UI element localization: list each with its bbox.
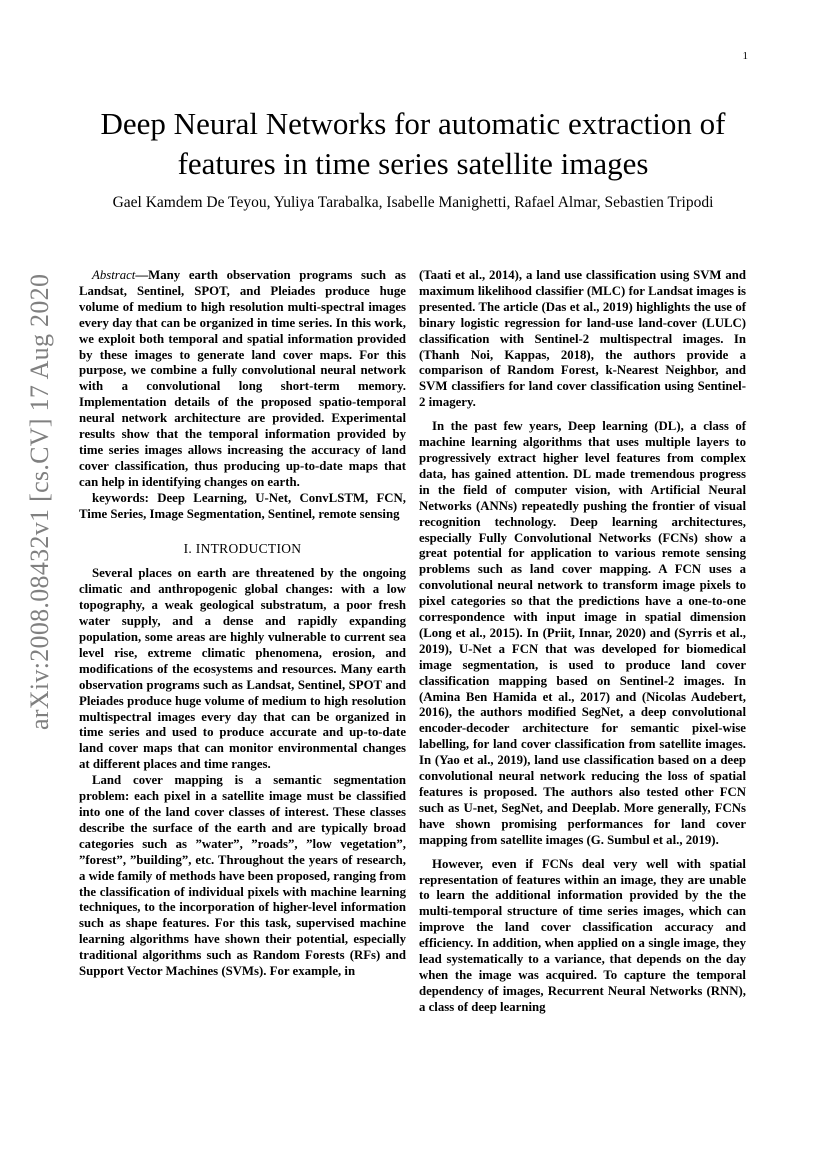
intro-paragraph-2: Land cover mapping is a semantic segmentation problem: each pixel in a satellite image must be classified into one of the land cover classes of interest. These classes describe the surface of the earth and are typically broad categories such as ”water”, ”roads”, ”low vegetation”, ”forest”, ”building”, etc. Throughout the years of research, a wide family of methods have been proposed, ranging from the classification of individual pixels with machine learning techniques, to the incorporation of higher-level information such as shape features. For this task, supervised machine learning algorithms have shown their potential, especially traditional algorithms such as Random Forests (RFs) and Support Vector Machines (SVMs). For example, in [79, 773, 406, 979]
intro-paragraph-5: However, even if FCNs deal very well with spatial representation of features within an image, they are unable to learn the additional information provided by the the multi-temporal structure of time series images, which can improve the land cover classification accuracy and efficiency. In addition, when applied on a single image, they lead systematically to a variance, that depends on the day when the image was acquired. To capture the temporal dependency of images, Recurrent Neural Networks (RNN), a class of deep learning [419, 856, 746, 1014]
intro-paragraph-1: Several places on earth are threatened by the ongoing climatic and anthropogenic global changes: with a low topography, a weak geological substratum, a poor fresh water supply, and a dense and rapidly expanding population, some areas are highly vulnerable to current sea level rise, extreme climatic phenomena, erosion, and modifications of the ecosystems and resources. Many earth observation programs such as Landsat, Sentinel, SPOT and Pleiades produce huge volume of medium to high resolution multispectral images every day that can be organized in time series and used to produce accurate and up-to-date land cover maps that can monitor environmental changes at different places and time ranges. [79, 566, 406, 772]
section-heading-introduction: I. INTRODUCTION [183, 540, 302, 556]
abstract-paragraph [79, 268, 406, 491]
abstract-label: Abstract [92, 268, 136, 282]
intro-paragraph-4: In the past few years, Deep learning (DL), a class of machine learning algorithms that uses multiple layers to progressively extract higher level features from complex data, has gained attention. DL made tremendous progress in the field of computer vision, with Artificial Neural Networks (ANNs) repeatedly pushing the frontier of visual recognition technology. Deep learning architectures, especially Fully Convolutional Networks (FCNs) show a great potential for application to various remote sensing problems such as land cover mapping. A FCN uses a convolutional neural network to transform image pixels to pixel categories so that the predictions have a one-to-one correspondence with input image in spatial dimension (Long et al., 2015). In (Priit, Innar, 2020) and (Syrris et al., 2019), U-Net a FCN that was developed for biomedical image segmentation, is used to produce land cover classification mapping based on Sentinel-2 images. In (Amina Ben Hamida et al., 2017) and (Nicolas Audebert, 2016), the authors modified SegNet, a deep convolutional encoder-decoder architecture for semantic pixel-wise labelling, for land cover classification from satellite images. In (Yao et al., 2019), land use classification based on a deep convolutional neural network reducing the loss of spatial features is proposed. The authors also tested other FCN such as U-net, SegNet, and Deeplab. More generally, FCNs have shown promising performances for land cover mapping from satellite images (G. Sumbul et al., 2019). [419, 419, 746, 847]
keywords-paragraph: keywords: Deep Learning, U-Net, ConvLSTM, FCN, Time Series, Image Segmentation, Sentinel, remote sensing [79, 490, 406, 521]
abstract-text: —Many earth observation programs such as Landsat, Sentinel, SPOT, and Pleiades produce huge volume of medium to high resolution multi-spectral images every day that can be organized in time series. In this work, we exploit both temporal and spatial information provided by these images to generate land cover maps. For this purpose, we combine a fully convolutional neural network with a convolutional long short-term memory. Implementation details of the proposed spatio-temporal neural network architecture are provided. Experimental results show that the temporal information provided by time series images allows increasing the accuracy of land cover classification, thus producing up-to-date maps that can help in identifying changes on earth. [79, 268, 406, 489]
page-number: 1 [742, 50, 748, 62]
arxiv-identifier-stamp: arXiv:2008.08432v1 [cs.CV] 17 Aug 2020 [25, 273, 54, 730]
right-column [419, 268, 746, 1016]
left-column [79, 268, 406, 980]
author-list: Gael Kamdem De Teyou, Yuliya Tarabalka, Isabelle Manighetti, Rafael Almar, Sebastien Tripodi [112, 194, 714, 211]
paper-title: Deep Neural Networks for automatic extraction of features in time series satellite images [100, 106, 726, 181]
intro-paragraph-3: (Taati et al., 2014), a land use classification using SVM and maximum likelihood classifier (MLC) for Landsat images is presented. The article (Das et al., 2019) highlights the use of binary logistic regression for land-use land-cover (LULC) classification with Sentinel-2 multispectral images. In (Thanh Noi, Kappas, 2018), the authors provide a comparison of Random Forest, k-Nearest Neighbor, and SVM classifiers for land cover classification using Sentinel-2 imagery. [419, 268, 746, 410]
